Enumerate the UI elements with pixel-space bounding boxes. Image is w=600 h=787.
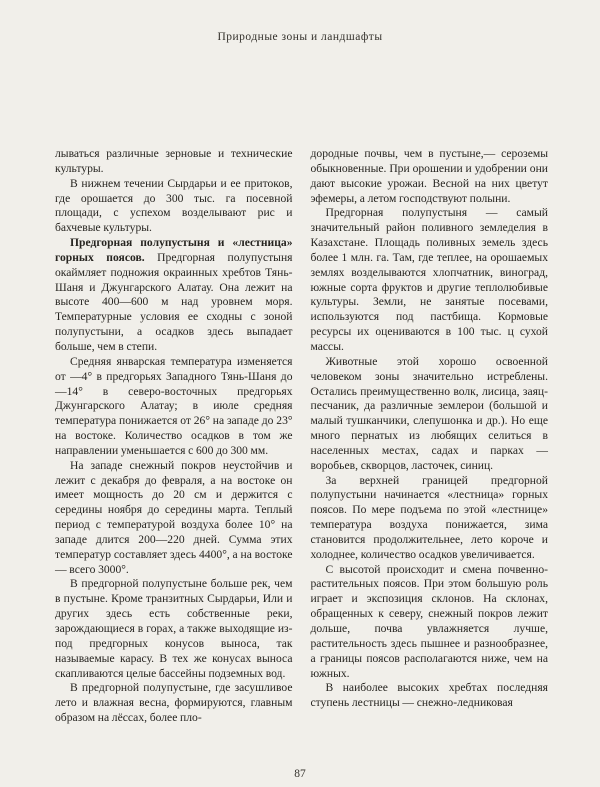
page-body bbox=[55, 147, 548, 726]
paragraph: С высотой происходит и смена почвенно-растительных поясов. При этом большую роль играет и экспозиция склонов. На склонах, обращенных к северу, снежный покров лежит дольше, почва увлажняется лучше, растительность здесь пышнее и разнообразнее, а границы поясов располагаются ниже, чем на южных. bbox=[310, 562, 548, 680]
running-header: Природные зоны и ландшафты bbox=[217, 31, 383, 43]
page-number: 87 bbox=[294, 768, 306, 780]
right-column bbox=[311, 147, 549, 726]
paragraph: лываться различные зерновые и технические культуры. bbox=[55, 147, 293, 175]
left-column bbox=[55, 147, 293, 726]
paragraph: На западе снежный покров неустойчив и лежит с декабря до февраля, а на востоке он имеет мощность до 20 см и держится с середины ноября до середины марта. Теплый период с температурой воздуха более 10° на западе длится 200—220 дней. Сумма этих температур составляет здесь 4400°, а на востоке — всего 3000°. bbox=[55, 458, 293, 576]
paragraph: дородные почвы, чем в пустыне,— сероземы обыкновенные. При орошении и удобрении они дают высокие урожаи. Весной на них цветут эфемеры, а летом господствуют полыни. bbox=[310, 147, 548, 205]
paragraph: Предгорная полупустыня — самый значительный район поливного земледелия в Казахстане. Площадь поливных земель здесь более 1 млн. га. Там, где теплее, на орошаемых землях возделываются хлопчатник, виноград, южные сорта фруктов и другие теплолюбивые культуры. Земли, не занятые посевами, используются под пастбища. Кормовые ресурсы их оцениваются в 100 тыс. ц сухой массы. bbox=[310, 206, 548, 353]
paragraph: Животные этой хорошо освоенной человеком зоны значительно истреблены. Остались преимущественно волк, лисица, заяц-песчаник, да различные землерои (большой и малый тушканчики, слепушонка и др.). Но еще много пернатых из любящих селиться в населенных местах, садах и парках — воробьев, скворцов, ласточек, синиц. bbox=[310, 354, 548, 472]
paragraph bbox=[55, 236, 293, 355]
paragraph: В нижнем течении Сырдарьи и ее притоков, где орошается до 300 тыс. га посевной площади, с успехом возделывают рис и бахчевые культуры. bbox=[55, 176, 293, 235]
paragraph: В наиболее высоких хребтах последняя ступень лестницы — снежно-ледниковая bbox=[310, 681, 548, 710]
paragraph: Средняя январская температура изменяется от —4° в предгорьях Западного Тянь-Шаня до —14° в северо-восточных предгорьях Джунгарского Алатау; в июле средняя температура понижается от 26° на западе до 23° на востоке. Количество осадков в том же направлении уменьшается с 600 до 300 мм. bbox=[55, 354, 293, 457]
paragraph: В предгорной полупустыне, где засушливое лето и влажная весна, формируются, главным образом на лёссах, более пло- bbox=[55, 681, 293, 725]
paragraph: За верхней границей предгорной полупустыни начинается «лестница» горных поясов. По мере подъема по этой «лестнице» температура воздуха понижается, зима становится продолжительнее, лето короче и холоднее, количество осадков увеличивается. bbox=[310, 473, 548, 561]
paragraph-bold-lead: Предгорная полупустыня и «лестница» горных поясов. bbox=[55, 236, 293, 264]
paragraph: В предгорной полупустыне больше рек, чем в пустыне. Кроме транзитных Сырдарьи, Или и других здесь есть собственные реки, зарождающиеся в горах, а также выходящие из-под предгорных конусов выноса, так называемые карасу. В тех же конусах выноса скапливаются целые бассейны подземных вод. bbox=[55, 577, 293, 680]
paragraph-text: Предгорная полупустыня окаймляет подножия окраинных хребтов Тянь-Шаня и Джунгарского Алатау. Она лежит на высоте 400—600 м над уровнем моря. Температурные условия ее сходны с зоной полупустыни, а осадков здесь выпадает больше, чем в степи. bbox=[55, 250, 293, 353]
